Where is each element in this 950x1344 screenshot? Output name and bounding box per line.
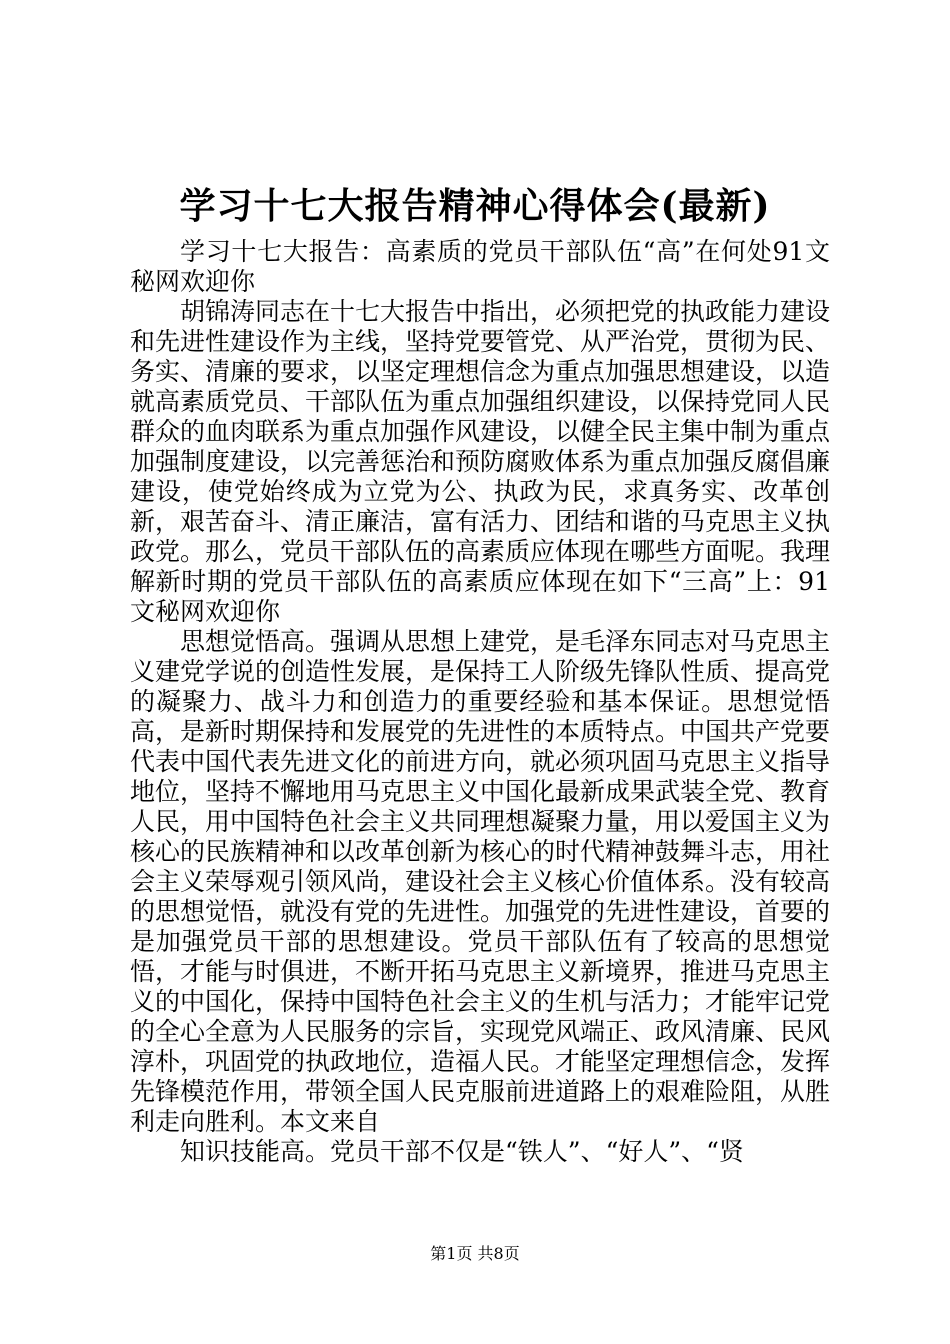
paragraph-ideology: 思想觉悟高。强调从思想上建党，是毛泽东同志对马克思主义建党学说的创造性发展，是保持工人阶级先锋队性质、提高党的凝聚力、战斗力和创造力的重要经验和基本保证。思想觉悟高，是新时期保持和发展党的先进性的本质特点。中国共产党要代表中国代表先进文化的前进方向，就必须巩固马克思主义指导地位，坚持不懈地用马克思主义中国化最新成果武装全党、教育人民，用中国特色社会主义共同理想凝聚力量，用以爱国主义为核心的民族精神和以改革创新为核心的时代精神鼓舞斗志，用社会主义荣辱观引领风尚，建设社会主义核心价值体系。没有较高的思想觉悟，就没有党的先进性。加强党的先进性建设，首要的是加强党员干部的思想建设。党员干部队伍有了较高的思想觉悟，才能与时俱进，不断开拓马克思主义新境界，推进马克思主义的中国化，保持中国特色社会主义的生机与活力；才能牢记党的全心全意为人民服务的宗旨，实现党风端正、政风清廉、民风淳朴，巩固党的执政地位，造福人民。才能坚定理想信念，发挥先锋模范作用，带领全国人民克服前进道路上的艰难险阻，从胜利走向胜利。本文来自: [130, 627, 831, 1136]
document-body: [130, 237, 830, 1167]
paragraph-report-quote: 胡锦涛同志在十七大报告中指出，必须把党的执政能力建设和先进性建设作为主线，坚持党要管党、从严治党，贯彻为民、务实、清廉的要求，以坚定理想信念为重点加强思想建设，以造就高素质党员、干部队伍为重点加强组织建设，以保持党同人民群众的血肉联系为重点加强作风建设，以健全民主集中制为重点加强制度建设，以完善惩治和预防腐败体系为重点加强反腐倡廉建设，使党始终成为立党为公、执政为民，求真务实、改革创新，艰苦奋斗、清正廉洁，富有活力、团结和谐的马克思主义执政党。那么，党员干部队伍的高素质应体现在哪些方面呢。我理解新时期的党员干部队伍的高素质应体现在如下“三高”上：91文秘网欢迎你: [130, 297, 831, 626]
page-number-footer: 第1页 共8页: [430, 1244, 520, 1263]
paragraph-knowledge: 知识技能高。党员干部不仅是“铁人”、“好人”、“贤: [180, 1137, 744, 1166]
paragraph-intro: 学习十七大报告：高素质的党员干部队伍“高”在何处91文秘网欢迎你: [130, 237, 830, 296]
document-title: 学习十七大报告精神心得体会(最新): [179, 185, 771, 227]
